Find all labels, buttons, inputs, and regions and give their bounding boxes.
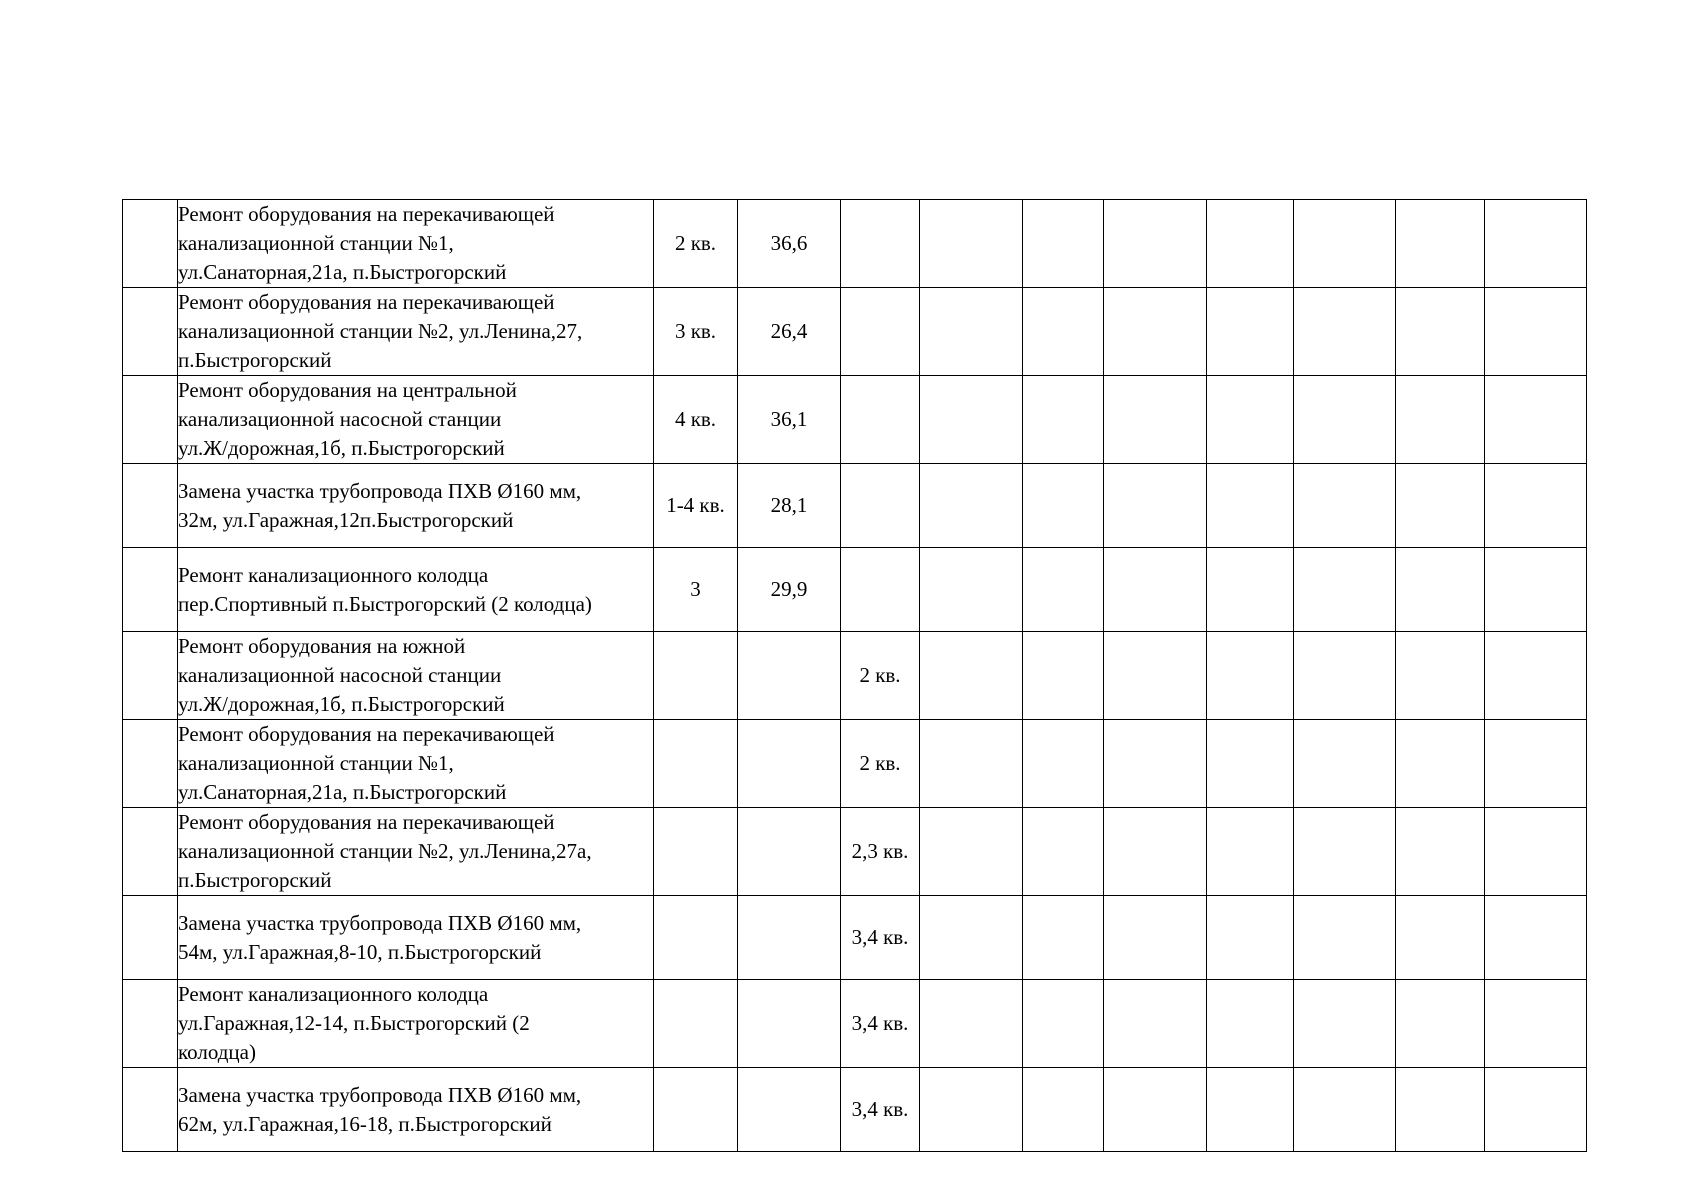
empty-cell bbox=[1294, 376, 1396, 464]
empty-cell bbox=[1294, 720, 1396, 808]
amount-cell bbox=[738, 720, 841, 808]
empty-cell bbox=[1104, 464, 1207, 548]
empty-cell bbox=[1485, 808, 1587, 896]
period-cell: 1-4 кв. bbox=[654, 464, 738, 548]
empty-cell bbox=[1485, 980, 1587, 1068]
empty-cell bbox=[1396, 808, 1485, 896]
empty-cell bbox=[1485, 720, 1587, 808]
empty-cell bbox=[1023, 548, 1104, 632]
empty-cell bbox=[1207, 632, 1294, 720]
amount-cell bbox=[738, 896, 841, 980]
empty-cell bbox=[1396, 632, 1485, 720]
table-row bbox=[123, 1068, 1587, 1152]
amount-cell: 36,1 bbox=[738, 376, 841, 464]
empty-cell bbox=[1294, 980, 1396, 1068]
empty-cell bbox=[1485, 200, 1587, 288]
row-number-cell bbox=[123, 808, 178, 896]
table-row bbox=[123, 464, 1587, 548]
period-cell: 3 bbox=[654, 548, 738, 632]
empty-cell bbox=[1207, 720, 1294, 808]
table-row bbox=[123, 632, 1587, 720]
empty-cell bbox=[1485, 376, 1587, 464]
empty-cell bbox=[1294, 896, 1396, 980]
period-cell-alt: 2,3 кв. bbox=[841, 808, 920, 896]
empty-cell bbox=[1294, 288, 1396, 376]
empty-cell bbox=[1207, 548, 1294, 632]
empty-cell bbox=[1396, 1068, 1485, 1152]
empty-cell bbox=[1023, 288, 1104, 376]
empty-cell bbox=[1207, 288, 1294, 376]
amount-cell bbox=[738, 1068, 841, 1152]
period-cell-alt: 2 кв. bbox=[841, 720, 920, 808]
table-row bbox=[123, 808, 1587, 896]
amount-cell bbox=[738, 808, 841, 896]
period-cell: 3 кв. bbox=[654, 288, 738, 376]
empty-cell bbox=[1294, 200, 1396, 288]
work-description-cell: Ремонт оборудования на перекачивающей канализационной станции №2, ул.Ленина,27, п.Быстрогорский bbox=[178, 288, 654, 376]
empty-cell bbox=[1104, 288, 1207, 376]
table-row bbox=[123, 288, 1587, 376]
empty-cell bbox=[1294, 808, 1396, 896]
empty-cell bbox=[1485, 288, 1587, 376]
empty-cell bbox=[1294, 464, 1396, 548]
amount-cell: 29,9 bbox=[738, 548, 841, 632]
empty-cell bbox=[920, 548, 1023, 632]
period-cell-alt bbox=[841, 200, 920, 288]
work-description-cell: Ремонт оборудования на перекачивающей канализационной станции №1, ул.Санаторная,21а, п.Быстрогорский bbox=[178, 720, 654, 808]
empty-cell bbox=[1294, 1068, 1396, 1152]
empty-cell bbox=[920, 464, 1023, 548]
empty-cell bbox=[1104, 808, 1207, 896]
empty-cell bbox=[1023, 896, 1104, 980]
amount-cell: 36,6 bbox=[738, 200, 841, 288]
empty-cell bbox=[1104, 376, 1207, 464]
period-cell bbox=[654, 896, 738, 980]
amount-cell bbox=[738, 980, 841, 1068]
amount-cell: 28,1 bbox=[738, 464, 841, 548]
empty-cell bbox=[920, 720, 1023, 808]
empty-cell bbox=[1485, 896, 1587, 980]
empty-cell bbox=[1023, 980, 1104, 1068]
empty-cell bbox=[920, 200, 1023, 288]
empty-cell bbox=[1023, 200, 1104, 288]
empty-cell bbox=[1207, 200, 1294, 288]
empty-cell bbox=[920, 808, 1023, 896]
empty-cell bbox=[920, 288, 1023, 376]
empty-cell bbox=[1207, 464, 1294, 548]
empty-cell bbox=[1485, 1068, 1587, 1152]
period-cell-alt: 3,4 кв. bbox=[841, 896, 920, 980]
period-cell-alt: 3,4 кв. bbox=[841, 980, 920, 1068]
empty-cell bbox=[920, 896, 1023, 980]
empty-cell bbox=[1104, 896, 1207, 980]
empty-cell bbox=[1396, 896, 1485, 980]
period-cell-alt bbox=[841, 548, 920, 632]
empty-cell bbox=[1396, 200, 1485, 288]
empty-cell bbox=[1207, 896, 1294, 980]
empty-cell bbox=[1485, 632, 1587, 720]
work-description-cell: Ремонт оборудования на перекачивающей канализационной станции №1, ул.Санаторная,21а, п.Быстрогорский bbox=[178, 200, 654, 288]
work-description-cell: Ремонт канализационного колодца пер.Спортивный п.Быстрогорский (2 колодца) bbox=[178, 548, 654, 632]
period-cell: 2 кв. bbox=[654, 200, 738, 288]
empty-cell bbox=[1207, 376, 1294, 464]
works-table bbox=[122, 199, 1587, 1152]
row-number-cell bbox=[123, 896, 178, 980]
empty-cell bbox=[1485, 464, 1587, 548]
empty-cell bbox=[920, 1068, 1023, 1152]
empty-cell bbox=[1396, 720, 1485, 808]
work-description-cell: Ремонт канализационного колодца ул.Гаражная,12-14, п.Быстрогорский (2 колодца) bbox=[178, 980, 654, 1068]
table-row bbox=[123, 376, 1587, 464]
row-number-cell bbox=[123, 464, 178, 548]
amount-cell bbox=[738, 632, 841, 720]
row-number-cell bbox=[123, 1068, 178, 1152]
period-cell bbox=[654, 1068, 738, 1152]
empty-cell bbox=[1104, 720, 1207, 808]
row-number-cell bbox=[123, 980, 178, 1068]
empty-cell bbox=[1396, 376, 1485, 464]
empty-cell bbox=[1104, 1068, 1207, 1152]
empty-cell bbox=[1396, 980, 1485, 1068]
period-cell bbox=[654, 980, 738, 1068]
empty-cell bbox=[1207, 980, 1294, 1068]
period-cell: 4 кв. bbox=[654, 376, 738, 464]
empty-cell bbox=[1023, 720, 1104, 808]
empty-cell bbox=[1023, 1068, 1104, 1152]
empty-cell bbox=[1023, 632, 1104, 720]
empty-cell bbox=[1294, 548, 1396, 632]
row-number-cell bbox=[123, 632, 178, 720]
empty-cell bbox=[1485, 548, 1587, 632]
empty-cell bbox=[920, 980, 1023, 1068]
empty-cell bbox=[1104, 200, 1207, 288]
empty-cell bbox=[1294, 632, 1396, 720]
period-cell bbox=[654, 720, 738, 808]
empty-cell bbox=[1396, 464, 1485, 548]
empty-cell bbox=[1104, 632, 1207, 720]
work-description-cell: Замена участка трубопровода ПХВ Ø160 мм, 32м, ул.Гаражная,12п.Быстрогорский bbox=[178, 464, 654, 548]
empty-cell bbox=[1023, 808, 1104, 896]
period-cell-alt: 3,4 кв. bbox=[841, 1068, 920, 1152]
empty-cell bbox=[1396, 548, 1485, 632]
work-description-cell: Замена участка трубопровода ПХВ Ø160 мм, 54м, ул.Гаражная,8-10, п.Быстрогорский bbox=[178, 896, 654, 980]
table-body bbox=[123, 200, 1587, 1152]
period-cell bbox=[654, 808, 738, 896]
table-row bbox=[123, 720, 1587, 808]
work-description-cell: Ремонт оборудования на южной канализационной насосной станции ул.Ж/дорожная,1б, п.Быстрогорский bbox=[178, 632, 654, 720]
work-description-cell: Ремонт оборудования на центральной канализационной насосной станции ул.Ж/дорожная,1б, п.Быстрогорский bbox=[178, 376, 654, 464]
empty-cell bbox=[1023, 464, 1104, 548]
row-number-cell bbox=[123, 288, 178, 376]
empty-cell bbox=[1023, 376, 1104, 464]
work-description-cell: Ремонт оборудования на перекачивающей канализационной станции №2, ул.Ленина,27а, п.Быстрогорский bbox=[178, 808, 654, 896]
amount-cell: 26,4 bbox=[738, 288, 841, 376]
empty-cell bbox=[920, 632, 1023, 720]
period-cell-alt: 2 кв. bbox=[841, 632, 920, 720]
row-number-cell bbox=[123, 548, 178, 632]
period-cell-alt bbox=[841, 464, 920, 548]
row-number-cell bbox=[123, 200, 178, 288]
table-row bbox=[123, 896, 1587, 980]
period-cell-alt bbox=[841, 288, 920, 376]
table-row bbox=[123, 200, 1587, 288]
period-cell bbox=[654, 632, 738, 720]
empty-cell bbox=[920, 376, 1023, 464]
empty-cell bbox=[1207, 1068, 1294, 1152]
empty-cell bbox=[1396, 288, 1485, 376]
period-cell-alt bbox=[841, 376, 920, 464]
table-row bbox=[123, 980, 1587, 1068]
empty-cell bbox=[1104, 980, 1207, 1068]
empty-cell bbox=[1104, 548, 1207, 632]
empty-cell bbox=[1207, 808, 1294, 896]
work-description-cell: Замена участка трубопровода ПХВ Ø160 мм, 62м, ул.Гаражная,16-18, п.Быстрогорский bbox=[178, 1068, 654, 1152]
row-number-cell bbox=[123, 720, 178, 808]
table-row bbox=[123, 548, 1587, 632]
row-number-cell bbox=[123, 376, 178, 464]
